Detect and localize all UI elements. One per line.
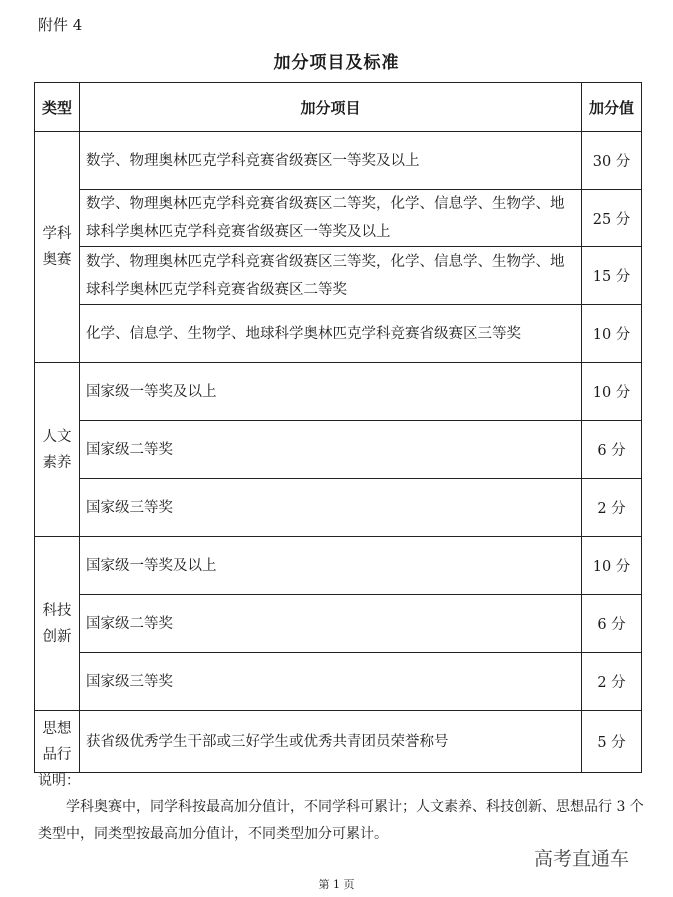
table-header-row: [35, 83, 642, 132]
document-title: 加分项目及标准: [273, 53, 400, 73]
page-number: 第 1 页: [318, 878, 355, 891]
item-cell: 国家级三等奖: [80, 479, 582, 537]
points-cell: 10 分: [582, 537, 642, 595]
table-row: [35, 711, 642, 773]
watermark-text: 高考直通车: [534, 848, 630, 870]
table-row: [35, 653, 642, 711]
points-cell: 30 分: [582, 132, 642, 190]
table-row: [35, 247, 642, 305]
header-category: 类型: [35, 83, 80, 132]
table-row: [35, 537, 642, 595]
category-cell: [35, 132, 80, 363]
header-points: 加分值: [582, 83, 642, 132]
points-cell: 2 分: [582, 653, 642, 711]
points-cell: 2 分: [582, 479, 642, 537]
item-cell: 国家级一等奖及以上: [80, 363, 582, 421]
notes-label: 说明：: [38, 773, 80, 789]
item-cell: 国家级二等奖: [80, 421, 582, 479]
points-cell: 10 分: [582, 363, 642, 421]
table-row: [35, 132, 642, 190]
category-label: 学科奥赛: [42, 226, 72, 268]
item-cell: 国家级一等奖及以上: [80, 537, 582, 595]
category-label: 思想品行: [42, 720, 72, 763]
item-cell: 国家级二等奖: [80, 595, 582, 653]
item-cell: 数学、物理奥林匹克学科竞赛省级赛区三等奖，化学、信息学、生物学、地球科学奥林匹克学科竞赛省级赛区二等奖: [80, 247, 582, 305]
table-row: [35, 305, 642, 363]
table-row: [35, 479, 642, 537]
table-row: [35, 190, 642, 247]
category-cell: [35, 711, 80, 773]
item-cell: 化学、信息学、生物学、地球科学奥林匹克学科竞赛省级赛区三等奖: [80, 305, 582, 363]
item-cell: 数学、物理奥林匹克学科竞赛省级赛区一等奖及以上: [80, 132, 582, 190]
attachment-label: 附件 4: [38, 16, 83, 34]
table-row: [35, 421, 642, 479]
table-row: [35, 595, 642, 653]
header-item: 加分项目: [80, 83, 582, 132]
scoring-table: [34, 82, 642, 773]
category-cell: [35, 537, 80, 711]
item-cell: 国家级三等奖: [80, 653, 582, 711]
category-cell: [35, 363, 80, 537]
points-cell: 6 分: [582, 595, 642, 653]
points-cell: 25 分: [582, 190, 642, 247]
points-cell: 5 分: [582, 711, 642, 773]
points-cell: 10 分: [582, 305, 642, 363]
table-row: [35, 363, 642, 421]
category-label: 科技创新: [42, 602, 72, 645]
notes-text: 学科奥赛中，同学科按最高加分值计，不同学科可累计；人文素养、科技创新、思想品行 3 个类型中，同类型按最高加分值计，不同类型加分可累计。: [38, 799, 644, 842]
item-cell: 获省级优秀学生干部或三好学生或优秀共青团员荣誉称号: [80, 711, 582, 773]
category-label: 人文素养: [42, 428, 72, 471]
points-cell: 6 分: [582, 421, 642, 479]
points-cell: 15 分: [582, 247, 642, 305]
item-cell: 数学、物理奥林匹克学科竞赛省级赛区二等奖，化学、信息学、生物学、地球科学奥林匹克学科竞赛省级赛区一等奖及以上: [80, 190, 582, 247]
